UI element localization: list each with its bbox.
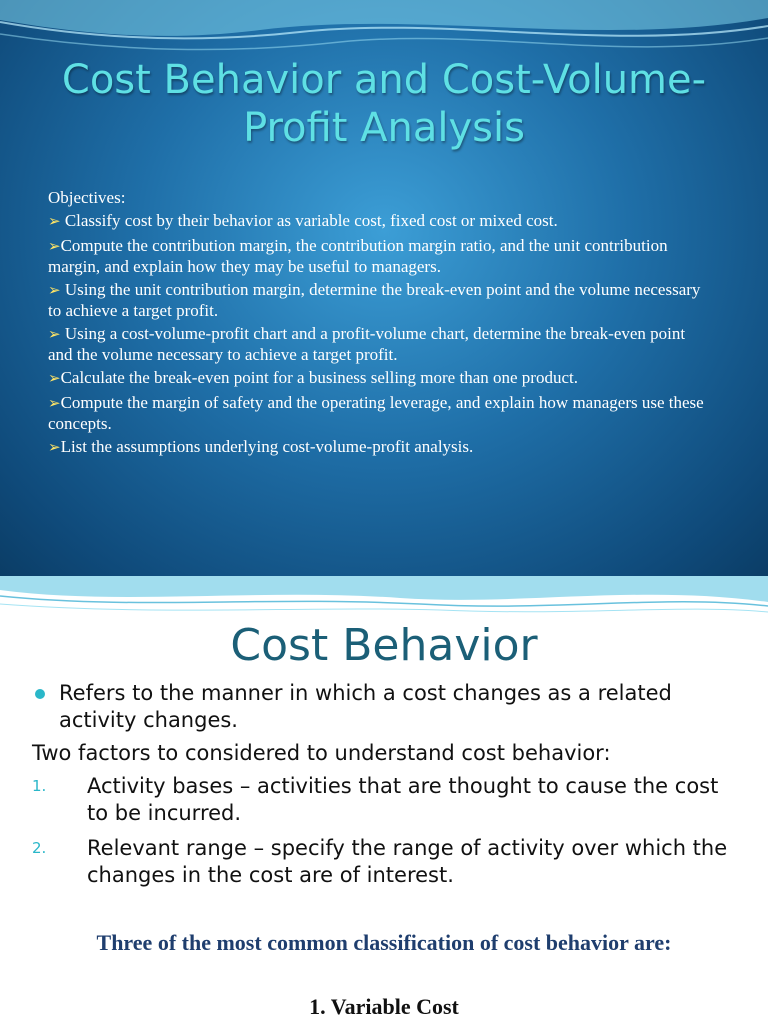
item-number: 1. — [32, 777, 47, 795]
item-text: Activity bases – activities that are thought to cause the cost to be incurred. — [87, 774, 719, 825]
arrow-bullet-icon: ➢ — [48, 396, 61, 412]
slide-2 — [0, 576, 768, 1024]
bullet-dot-icon — [35, 689, 45, 699]
decorative-waves — [0, 576, 768, 620]
arrow-bullet-icon: ➢ — [48, 239, 61, 255]
objective-item: ➢Compute the contribution margin, the contribution margin ratio, and the unit contribution margin, and explain how they may be useful to managers. — [48, 236, 668, 276]
slide-2-content — [32, 680, 732, 897]
intro-text: Two factors to considered to understand cost behavior: — [32, 741, 611, 765]
arrow-bullet-icon: ➢ — [48, 440, 61, 456]
arrow-bullet-icon: ➢ — [48, 327, 61, 343]
objectives-list — [48, 188, 708, 462]
numbered-item — [32, 773, 732, 827]
bullet-item: Refers to the manner in which a cost changes as a related activity changes. — [32, 680, 732, 734]
arrow-bullet-icon: ➢ — [48, 214, 61, 230]
objective-item: ➢Compute the margin of safety and the operating leverage, and explain how managers use these concepts. — [48, 393, 704, 433]
numbered-item — [32, 835, 732, 889]
variable-cost-heading: 1. Variable Cost — [309, 994, 459, 1019]
objective-item: ➢ Using the unit contribution margin, determine the break-even point and the volume necessary to achieve a target profit. — [48, 280, 701, 320]
objectives-heading: Objectives: — [48, 188, 126, 207]
objective-item: ➢ Using a cost-volume-profit chart and a profit-volume chart, determine the break-even point and the volume necessary to achieve a target profit. — [48, 324, 686, 364]
objective-item: ➢List the assumptions underlying cost-volume-profit analysis. — [48, 437, 474, 456]
arrow-bullet-icon: ➢ — [48, 283, 61, 299]
objective-item: ➢Calculate the break-even point for a business selling more than one product. — [48, 368, 578, 387]
classification-heading: Three of the most common classification of cost behavior are: — [96, 930, 672, 955]
slide-1-title: Cost Behavior and Cost-Volume-Profit Analysis — [61, 57, 707, 151]
objective-item: ➢ Classify cost by their behavior as variable cost, fixed cost or mixed cost. — [48, 211, 558, 230]
arrow-bullet-icon: ➢ — [48, 371, 61, 387]
item-number: 2. — [32, 839, 47, 857]
item-text: Relevant range – specify the range of activity over which the changes in the cost are of interest. — [87, 836, 728, 887]
slide-2-title: Cost Behavior — [230, 620, 538, 671]
